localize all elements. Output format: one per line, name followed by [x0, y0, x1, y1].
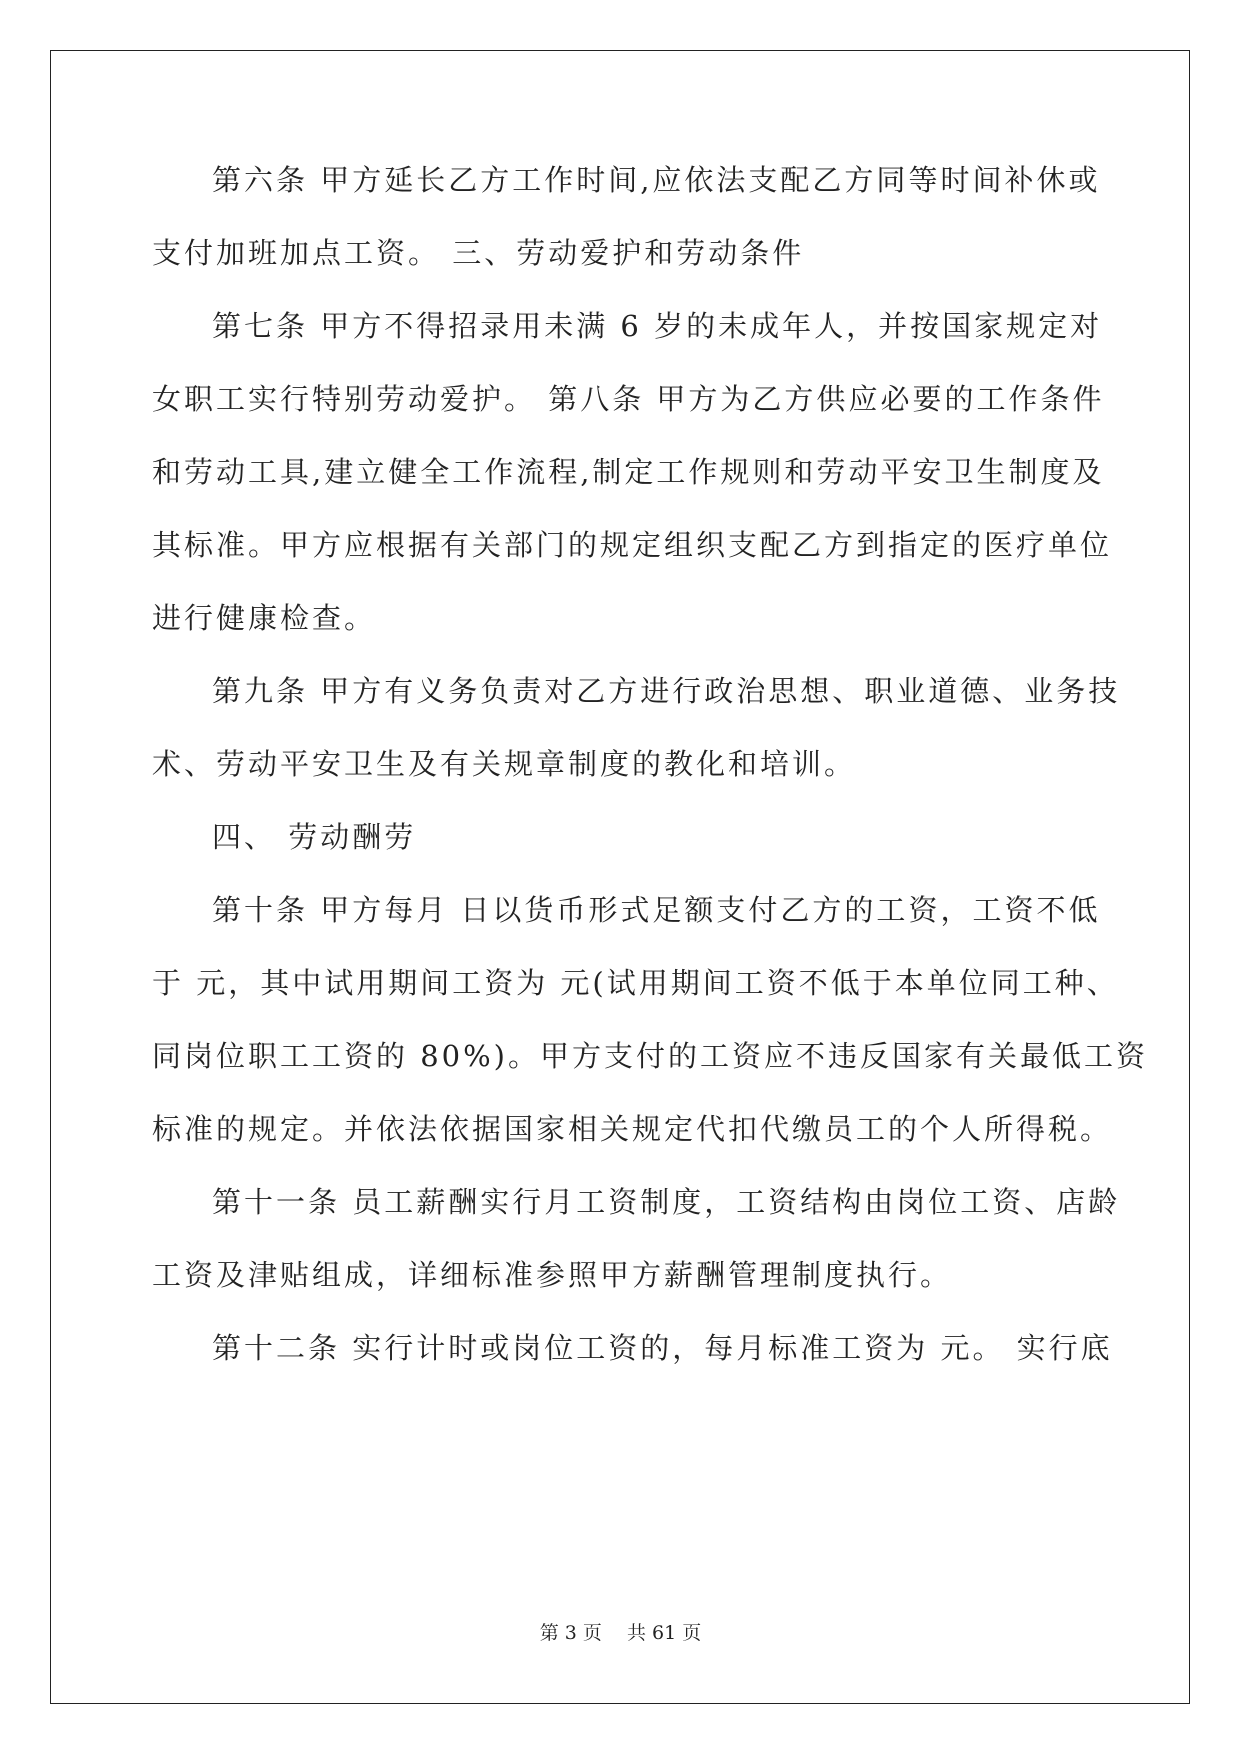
body-line: 术、劳动平安卫生及有关规章制度的教化和培训。: [152, 747, 857, 781]
body-line: 第十一条 员工薪酬实行月工资制度，工资结构由岗位工资、店龄: [212, 1185, 1121, 1219]
body-line: 第十二条 实行计时或岗位工资的，每月标准工资为 元。 实行底: [212, 1331, 1113, 1365]
page-border: [50, 50, 1190, 1704]
body-line: 标准的规定。并依法依据国家相关规定代扣代缴员工的个人所得税。: [152, 1112, 1113, 1146]
body-line: 同岗位职工工资的 80%)。甲方支付的工资应不违反国家有关最低工资: [152, 1039, 1148, 1073]
body-line: 第七条 甲方不得招录用未满 6 岁的未成年人，并按国家规定对: [212, 309, 1103, 343]
body-line: 于 元，其中试用期间工资为 元(试用期间工资不低于本单位同工种、: [152, 966, 1119, 1000]
body-line: 其标准。甲方应根据有关部门的规定组织支配乙方到指定的医疗单位: [152, 528, 1113, 562]
body-line: 第十条 甲方每月 日以货币形式足额支付乙方的工资，工资不低: [212, 893, 1101, 927]
body-line: 第六条 甲方延长乙方工作时间,应依法支配乙方同等时间补休或: [212, 163, 1101, 197]
section-heading: 四、 劳动酬劳: [212, 820, 417, 854]
body-line: 第九条 甲方有义务负责对乙方进行政治思想、职业道德、业务技: [212, 674, 1121, 708]
body-line: 支付加班加点工资。 三、劳动爱护和劳动条件: [152, 236, 805, 270]
body-line: 和劳动工具,建立健全工作流程,制定工作规则和劳动平安卫生制度及: [152, 455, 1105, 489]
body-line: 工资及津贴组成，详细标准参照甲方薪酬管理制度执行。: [152, 1258, 953, 1292]
body-line: 进行健康检查。: [152, 601, 377, 635]
page-number-footer: 第 3 页 共 61 页: [539, 1622, 702, 1644]
body-line: 女职工实行特别劳动爱护。 第八条 甲方为乙方供应必要的工作条件: [152, 382, 1105, 416]
